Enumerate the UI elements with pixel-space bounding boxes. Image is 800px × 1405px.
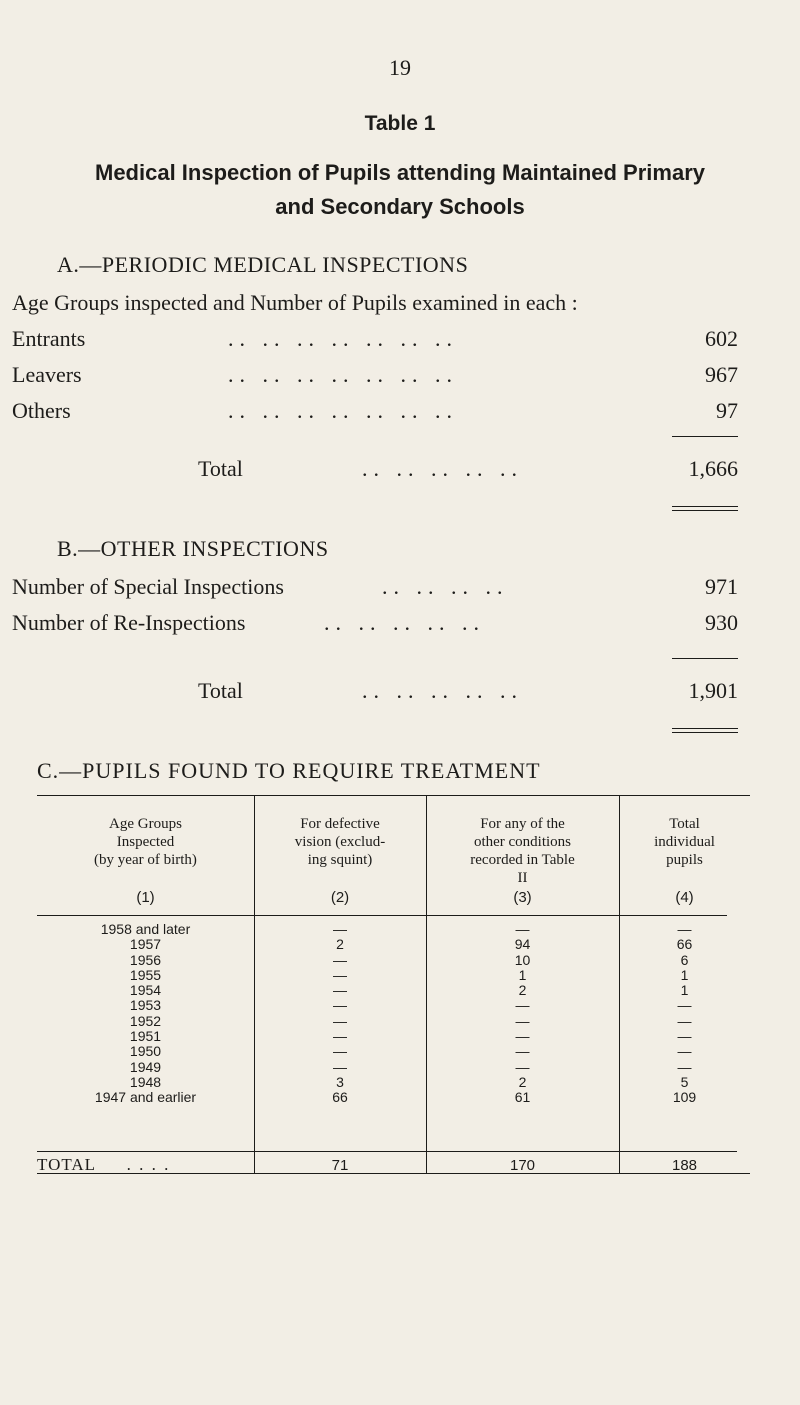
- main-title: [0, 156, 800, 224]
- header-line: (by year of birth): [94, 852, 197, 868]
- double-rule: [672, 506, 738, 507]
- defective-vision-column: [254, 922, 426, 1106]
- table-top-rule: [37, 795, 750, 796]
- table-cell: 1955: [129, 966, 162, 983]
- table-cell: —: [677, 1028, 692, 1045]
- header-line: II: [517, 870, 528, 886]
- row-label: Others: [12, 398, 71, 423]
- table-cell: 109: [672, 1089, 697, 1106]
- header-line: For defective: [300, 816, 380, 832]
- table-cell: 1: [680, 966, 689, 983]
- table-cell: —: [333, 1028, 347, 1045]
- subtotal-rule: [672, 436, 738, 437]
- table-cell: —: [333, 966, 347, 983]
- table-cell: —: [677, 1058, 692, 1075]
- double-rule: [672, 510, 738, 511]
- column-number: (1): [136, 889, 155, 906]
- table-cell: 2: [518, 1073, 527, 1090]
- header-line: vision (exclud-: [294, 834, 386, 850]
- page-number: 19: [389, 55, 411, 80]
- section-c-heading: C.—PUPILS FOUND TO REQUIRE TREATMENT: [37, 758, 541, 783]
- table-cell: —: [333, 997, 347, 1014]
- table-cell: 10: [514, 951, 531, 968]
- header-line: pupils: [666, 852, 703, 868]
- table-total-cell: 71: [331, 1157, 349, 1174]
- table-cell: —: [333, 951, 347, 968]
- table-cell: —: [515, 1028, 530, 1045]
- row-value: 97: [716, 398, 738, 423]
- table-cell: 1956: [129, 951, 162, 968]
- leader-dots: .. .. .. .. .. .. ..: [228, 398, 458, 423]
- table-cell: —: [515, 921, 530, 937]
- total-pupils-column: [619, 922, 750, 1106]
- header-line: recorded in Table: [470, 852, 575, 868]
- row-value: 602: [705, 326, 738, 351]
- column-header-age-groups: [37, 815, 254, 869]
- treatment-table: [37, 795, 750, 1173]
- table-cell: —: [333, 921, 347, 937]
- column-number: (4): [675, 889, 694, 906]
- table-cell: 1951: [129, 1028, 162, 1045]
- table-cell: 1957: [129, 936, 162, 953]
- table-cell: 1: [680, 982, 689, 999]
- row-label: Number of Special Inspections: [12, 574, 284, 599]
- table-cell: 94: [514, 936, 531, 953]
- header-line: individual: [654, 834, 715, 850]
- table-cell: —: [333, 1058, 347, 1075]
- column-number: (2): [330, 889, 350, 906]
- table-total-label: [37, 1155, 170, 1175]
- table-cell: 66: [332, 1089, 348, 1106]
- header-line: other conditions: [473, 834, 572, 850]
- table-cell: 61: [514, 1089, 531, 1106]
- total-label: Total: [198, 678, 243, 703]
- table-cell: —: [333, 1043, 347, 1060]
- table-cell: 1: [518, 966, 527, 983]
- column-header-total-pupils: [619, 815, 750, 869]
- table-cell: 1958 and later: [100, 921, 191, 937]
- table-cell: 3: [336, 1073, 344, 1090]
- table-title: Table 1: [364, 112, 436, 135]
- list-item: [12, 574, 738, 610]
- leader-dots: .. .. .. .. .. .. ..: [228, 326, 458, 351]
- table-cell: 2: [336, 936, 344, 953]
- total-rule: [37, 1151, 737, 1152]
- leader-dots: .. .. .. .. .. .. ..: [228, 362, 458, 387]
- leader-dots: .. .. .. .. ..: [324, 610, 485, 635]
- total-label-text: TOTAL: [37, 1155, 96, 1174]
- header-line: ing squint): [307, 852, 373, 868]
- leader-dots: .. .. .. .. ..: [362, 456, 523, 481]
- table-cell: —: [677, 1043, 692, 1060]
- double-rule: [672, 732, 738, 733]
- double-rule: [672, 728, 738, 729]
- total-label: Total: [198, 456, 243, 481]
- total-row: [12, 456, 738, 492]
- header-line: Total: [669, 816, 700, 832]
- table-cell: 1947 and earlier: [94, 1089, 197, 1106]
- section-a-heading: A.—PERIODIC MEDICAL INSPECTIONS: [57, 252, 469, 277]
- main-title-line-1: Medical Inspection of Pupils attending Maintained Primary: [95, 160, 705, 185]
- column-number: (3): [513, 889, 532, 906]
- list-item: [12, 398, 738, 434]
- total-value: 1,666: [688, 456, 738, 481]
- table-cell: —: [515, 997, 530, 1014]
- total-value: 1,901: [688, 678, 738, 703]
- header-line: Age Groups: [109, 816, 182, 832]
- table-cell: 1953: [129, 997, 162, 1014]
- main-title-line-2: and Secondary Schools: [275, 194, 525, 219]
- total-row: [12, 678, 738, 714]
- table-cell: —: [333, 1012, 347, 1029]
- table-cell: 66: [676, 936, 693, 953]
- table-cell: 1952: [129, 1012, 162, 1029]
- column-header-other-conditions: [426, 815, 619, 887]
- table-cell: —: [677, 1012, 692, 1029]
- header-rule: [37, 915, 727, 916]
- table-cell: 1948: [129, 1073, 162, 1090]
- table-cell: —: [515, 1043, 530, 1060]
- table-total-cell: 170: [509, 1157, 536, 1174]
- age-group-column: [37, 922, 254, 1106]
- row-label: Entrants: [12, 326, 86, 351]
- section-a-intro: Age Groups inspected and Number of Pupils examined in each :: [12, 290, 578, 315]
- list-item: [12, 326, 738, 362]
- subtotal-rule: [672, 658, 738, 659]
- table-cell: 1950: [129, 1043, 162, 1060]
- table-total-cell: 188: [671, 1157, 698, 1174]
- table-cell: 6: [680, 951, 689, 968]
- list-item: [12, 362, 738, 398]
- row-value: 971: [705, 574, 738, 599]
- table-cell: —: [515, 1058, 530, 1075]
- leader-dots: .. .. .. ..: [382, 574, 509, 599]
- leader-dots: .. .. .. .. ..: [362, 678, 523, 703]
- header-line: Inspected: [116, 834, 175, 850]
- table-cell: 2: [518, 982, 527, 999]
- table-cell: —: [677, 921, 692, 937]
- header-line: For any of the: [480, 816, 565, 832]
- row-label: Leavers: [12, 362, 82, 387]
- table-cell: 1954: [129, 982, 162, 999]
- row-value: 967: [705, 362, 738, 387]
- table-cell: 1949: [129, 1058, 162, 1075]
- table-cell: —: [677, 997, 692, 1014]
- list-item: [12, 610, 738, 646]
- column-header-defective-vision: [254, 815, 426, 869]
- row-label: Number of Re-Inspections: [12, 610, 246, 635]
- table-cell: 5: [680, 1073, 689, 1090]
- other-conditions-column: [426, 922, 619, 1106]
- row-value: 930: [705, 610, 738, 635]
- table-cell: —: [333, 982, 347, 999]
- table-cell: —: [515, 1012, 530, 1029]
- section-b-heading: B.—OTHER INSPECTIONS: [57, 536, 329, 561]
- leader-dots: . . . .: [126, 1155, 171, 1174]
